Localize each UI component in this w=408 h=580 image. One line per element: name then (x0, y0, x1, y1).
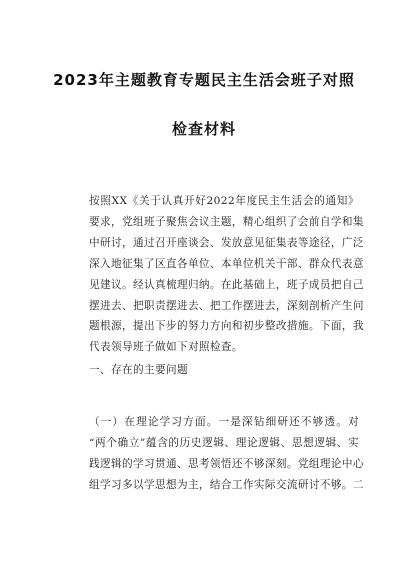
intro-line-7: 题根源，提出下步的努力方向和初步整改措施。下面，我 (89, 320, 364, 333)
intro-line-8: 代表领导班子做如下对照检查。 (89, 341, 243, 354)
intro-line-5: 见建议。经认真梳理归纳。在此基础上，班子成员把自己 (89, 278, 364, 291)
section-heading: 一、存在的主要问题 (89, 364, 188, 376)
document-title-line-1: 2023年主题教育专题民主生活会班子对照 (53, 71, 355, 89)
intro-line-6: 摆进去、把职责摆进去、把工作摆进去，深刻剖析产生问 (89, 299, 364, 312)
intro-line-4: 深入地征集了区直各单位、本单位机关干部、群众代表意 (89, 257, 364, 270)
section-line-4: 组学习多以学思想为主，结合工作实际交流研讨不够。二 (89, 478, 364, 491)
section-line-1: （一）在理论学习方面。一是深钻细研还不够透。对 (89, 416, 359, 428)
intro-line-2: 要求，党组班子聚焦会议主题，精心组织了会前自学和集 (89, 215, 364, 228)
intro-line-1: 按照XX《关于认真开好2022年度民主生活会的通知》 (89, 195, 359, 207)
document-title-line-2: 检查材料 (171, 120, 236, 138)
section-paragraph (89, 412, 364, 496)
section-line-2: “两个确立”蕴含的历史逻辑、理论逻辑、思想逻辑、实 (89, 436, 359, 449)
intro-paragraph (89, 191, 364, 358)
section-line-3: 践逻辑的学习贯通、思考领悟还不够深刻。党组理论中心 (89, 457, 364, 470)
intro-line-3: 中研讨，通过召开座谈会、发放意见征集表等途径，广泛 (89, 236, 364, 249)
